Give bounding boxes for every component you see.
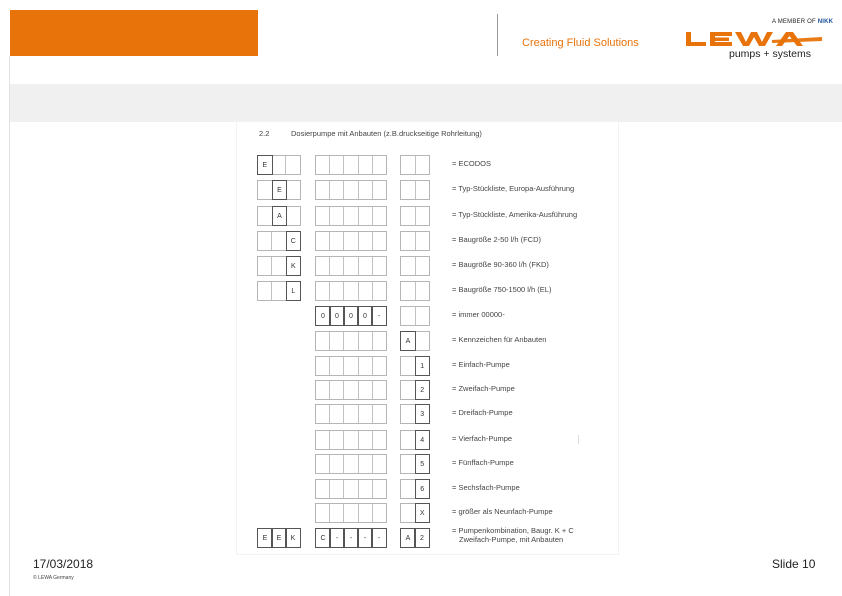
code-cell: 0 <box>343 306 359 326</box>
variant-code-box <box>400 281 430 301</box>
code-cell <box>416 207 430 225</box>
code-cell <box>330 232 344 250</box>
code-cell <box>359 357 373 375</box>
code-cell <box>401 480 416 498</box>
variant-code-box <box>400 528 430 548</box>
code-cell <box>316 480 330 498</box>
code-cell <box>258 257 272 275</box>
code-cell <box>272 257 286 275</box>
code-cell <box>344 232 358 250</box>
code-cell <box>316 232 330 250</box>
variant-code-box <box>400 380 430 400</box>
code-cell <box>258 207 273 225</box>
code-cell <box>316 156 330 174</box>
code-cell <box>344 357 358 375</box>
code-cell <box>401 455 416 473</box>
description-line: = Dreifach-Pumpe <box>452 408 513 417</box>
size-code-box <box>315 206 387 226</box>
code-cell <box>316 431 330 449</box>
code-cell <box>401 207 416 225</box>
variant-code-box <box>400 206 430 226</box>
code-cell: A <box>272 206 288 226</box>
variant-code-box <box>400 180 430 200</box>
lewa-logo-text: LEWA <box>686 29 689 30</box>
code-cell <box>373 504 386 522</box>
description-line: = Kennzeichen für Anbauten <box>452 335 547 344</box>
code-description <box>452 408 513 417</box>
code-cell <box>401 307 416 325</box>
code-cell <box>401 405 416 423</box>
code-cell <box>359 504 373 522</box>
variant-code-box <box>400 479 430 499</box>
code-cell <box>286 207 300 225</box>
code-cell <box>359 257 373 275</box>
code-cell <box>316 207 330 225</box>
code-cell <box>316 357 330 375</box>
code-cell <box>344 381 358 399</box>
code-description <box>452 335 546 344</box>
code-cell <box>272 282 286 300</box>
size-code-box <box>315 479 387 499</box>
code-cell <box>330 332 344 350</box>
variant-code-box <box>400 331 430 351</box>
code-cell <box>316 405 330 423</box>
code-cell <box>316 282 330 300</box>
code-cell <box>373 257 386 275</box>
code-cell <box>373 332 386 350</box>
code-cell: 2 <box>414 528 430 548</box>
code-cell <box>415 332 429 350</box>
code-cell <box>416 232 430 250</box>
size-code-box <box>315 503 387 523</box>
code-cell <box>330 431 344 449</box>
scan-artifact <box>578 435 582 444</box>
footer-date: 17/03/2018 <box>33 557 94 571</box>
code-cell <box>316 257 330 275</box>
code-description <box>452 260 549 269</box>
size-code-box <box>315 281 387 301</box>
section-heading <box>259 129 482 138</box>
code-cell <box>330 455 344 473</box>
code-cell <box>330 257 344 275</box>
code-cell: - <box>371 528 387 548</box>
description-line: = größer als Neunfach-Pumpe <box>452 507 553 516</box>
description-line: = Sechsfach-Pumpe <box>452 483 520 492</box>
code-cell <box>401 156 416 174</box>
type-code-box <box>257 155 301 175</box>
size-code-box <box>315 155 387 175</box>
code-cell <box>330 181 344 199</box>
code-cell <box>401 381 416 399</box>
description-line: = Einfach-Pumpe <box>452 360 510 369</box>
code-description <box>452 310 505 319</box>
description-line: = ECODOS <box>452 159 491 168</box>
description-line: = Baugröße 750-1500 l/h (EL) <box>452 285 552 294</box>
lewa-logo <box>686 29 822 48</box>
code-cell <box>344 257 358 275</box>
code-cell <box>401 357 416 375</box>
code-cell <box>359 232 373 250</box>
variant-code-box <box>400 256 430 276</box>
code-cell <box>316 504 330 522</box>
code-cell: L <box>286 281 301 301</box>
code-cell <box>359 405 373 423</box>
variant-code-box <box>400 454 430 474</box>
code-cell <box>330 207 344 225</box>
code-cell: - <box>357 528 373 548</box>
code-cell <box>359 381 373 399</box>
size-code-box <box>315 306 387 326</box>
variant-code-box <box>400 356 430 376</box>
code-cell <box>344 282 358 300</box>
code-cell <box>330 381 344 399</box>
code-cell <box>344 405 358 423</box>
code-cell <box>359 480 373 498</box>
code-cell <box>416 307 430 325</box>
code-cell <box>344 156 358 174</box>
code-cell <box>344 181 358 199</box>
code-cell <box>401 181 416 199</box>
code-cell <box>272 232 286 250</box>
pumps-systems-label: pumps + systems <box>729 48 811 60</box>
variant-code-box <box>400 404 430 424</box>
code-cell <box>401 504 416 522</box>
code-description <box>452 384 515 393</box>
code-cell <box>272 156 287 174</box>
description-line: = Typ-Stückliste, Amerika-Ausführung <box>452 210 578 219</box>
code-description <box>452 360 510 369</box>
type-code-box <box>257 281 301 301</box>
size-code-box <box>315 256 387 276</box>
code-cell: 5 <box>415 454 431 474</box>
code-cell <box>330 405 344 423</box>
code-cell <box>373 156 386 174</box>
code-cell <box>373 207 386 225</box>
code-cell: K <box>285 528 301 548</box>
size-code-box <box>315 528 387 548</box>
size-code-box <box>315 331 387 351</box>
variant-code-box <box>400 503 430 523</box>
tagline: Creating Fluid Solutions <box>522 37 639 49</box>
description-line: Zweifach-Pumpe, mit Anbauten <box>459 535 564 544</box>
code-cell <box>359 156 373 174</box>
scanned-document <box>237 122 618 554</box>
code-cell <box>416 181 430 199</box>
code-cell <box>330 480 344 498</box>
type-code-box <box>257 231 301 251</box>
code-cell <box>330 282 344 300</box>
description-line: = Typ-Stückliste, Europa-Ausführung <box>452 184 575 193</box>
description-line: = Fünffach-Pumpe <box>452 458 514 467</box>
code-description <box>452 434 512 443</box>
code-cell: E <box>257 528 273 548</box>
code-cell: 2 <box>415 380 431 400</box>
code-cell <box>330 504 344 522</box>
code-description <box>452 210 577 219</box>
type-code-box <box>257 180 301 200</box>
header-orange-bar <box>10 10 258 56</box>
code-cell: X <box>415 503 431 523</box>
code-cell <box>359 207 373 225</box>
slide-number: Slide 10 <box>772 557 816 571</box>
size-code-box <box>315 430 387 450</box>
code-cell <box>316 332 330 350</box>
code-description <box>452 507 553 516</box>
code-cell <box>330 156 344 174</box>
code-cell <box>373 282 386 300</box>
code-cell <box>401 282 416 300</box>
description-line: = Baugröße 2-50 l/h (FCD) <box>452 235 541 244</box>
code-cell <box>373 455 386 473</box>
code-description <box>452 458 514 467</box>
member-of-label: A MEMBER OF NIKK <box>772 19 834 25</box>
code-cell <box>316 381 330 399</box>
code-cell <box>359 332 373 350</box>
description-line: = Vierfach-Pumpe <box>452 434 513 443</box>
code-cell <box>416 257 430 275</box>
code-cell: C <box>286 231 301 251</box>
code-cell <box>344 332 358 350</box>
code-cell: K <box>286 256 301 276</box>
code-cell: - <box>371 306 387 326</box>
code-cell <box>401 431 416 449</box>
code-cell <box>401 257 416 275</box>
code-description <box>452 159 491 168</box>
code-cell <box>258 181 273 199</box>
code-cell: 4 <box>415 430 431 450</box>
code-cell <box>286 156 300 174</box>
code-cell: A <box>400 528 416 548</box>
code-cell: C <box>315 528 331 548</box>
code-description <box>452 483 520 492</box>
description-line: = immer 00000- <box>452 310 505 319</box>
code-cell <box>258 232 272 250</box>
code-cell: E <box>271 528 287 548</box>
size-code-box <box>315 404 387 424</box>
size-code-box <box>315 180 387 200</box>
code-cell <box>416 282 430 300</box>
code-cell <box>401 232 416 250</box>
code-description <box>452 184 574 193</box>
code-cell <box>258 282 272 300</box>
code-description <box>452 285 551 294</box>
code-cell <box>344 504 358 522</box>
code-cell: - <box>329 528 345 548</box>
code-cell <box>344 455 358 473</box>
description-line: = Zweifach-Pumpe <box>452 384 515 393</box>
code-cell <box>359 181 373 199</box>
code-cell: E <box>272 180 288 200</box>
code-cell: 0 <box>357 306 373 326</box>
code-description <box>452 526 574 544</box>
code-cell: - <box>343 528 359 548</box>
size-code-box <box>315 454 387 474</box>
size-code-box <box>315 356 387 376</box>
code-cell <box>373 431 386 449</box>
type-code-box <box>257 256 301 276</box>
code-cell <box>286 181 300 199</box>
code-cell: 6 <box>415 479 431 499</box>
section-title: Dosierpumpe mit Anbauten (z.B.druckseitige Rohrleitung) <box>291 129 482 138</box>
code-cell <box>344 480 358 498</box>
section-number: 2.2 <box>259 129 270 138</box>
variant-code-box <box>400 306 430 326</box>
code-cell <box>344 207 358 225</box>
variant-code-box <box>400 430 430 450</box>
description-line: = Pumpenkombination, Baugr. K + C <box>452 526 574 535</box>
code-cell <box>373 357 386 375</box>
code-cell <box>359 431 373 449</box>
code-cell: E <box>257 155 273 175</box>
variant-code-box <box>400 155 430 175</box>
size-code-box <box>315 380 387 400</box>
size-code-box <box>315 231 387 251</box>
footer-copyright: © LEWA Germany <box>33 575 74 581</box>
code-cell <box>330 357 344 375</box>
code-cell: 3 <box>415 404 431 424</box>
description-line: = Baugröße 90-360 l/h (FKD) <box>452 260 549 269</box>
code-cell: 0 <box>329 306 345 326</box>
type-code-box <box>257 528 301 548</box>
code-cell <box>359 455 373 473</box>
code-cell <box>359 282 373 300</box>
code-cell <box>373 232 386 250</box>
code-cell <box>373 480 386 498</box>
code-cell <box>373 381 386 399</box>
code-cell <box>416 156 430 174</box>
code-cell <box>316 455 330 473</box>
code-cell <box>373 405 386 423</box>
title-band <box>10 84 842 122</box>
code-cell: 0 <box>315 306 331 326</box>
code-cell <box>344 431 358 449</box>
header-divider <box>497 14 498 56</box>
code-cell <box>373 181 386 199</box>
code-description <box>452 235 541 244</box>
type-code-box <box>257 206 301 226</box>
code-cell: A <box>400 331 416 351</box>
code-cell: 1 <box>415 356 431 376</box>
code-cell <box>316 181 330 199</box>
variant-code-box <box>400 231 430 251</box>
